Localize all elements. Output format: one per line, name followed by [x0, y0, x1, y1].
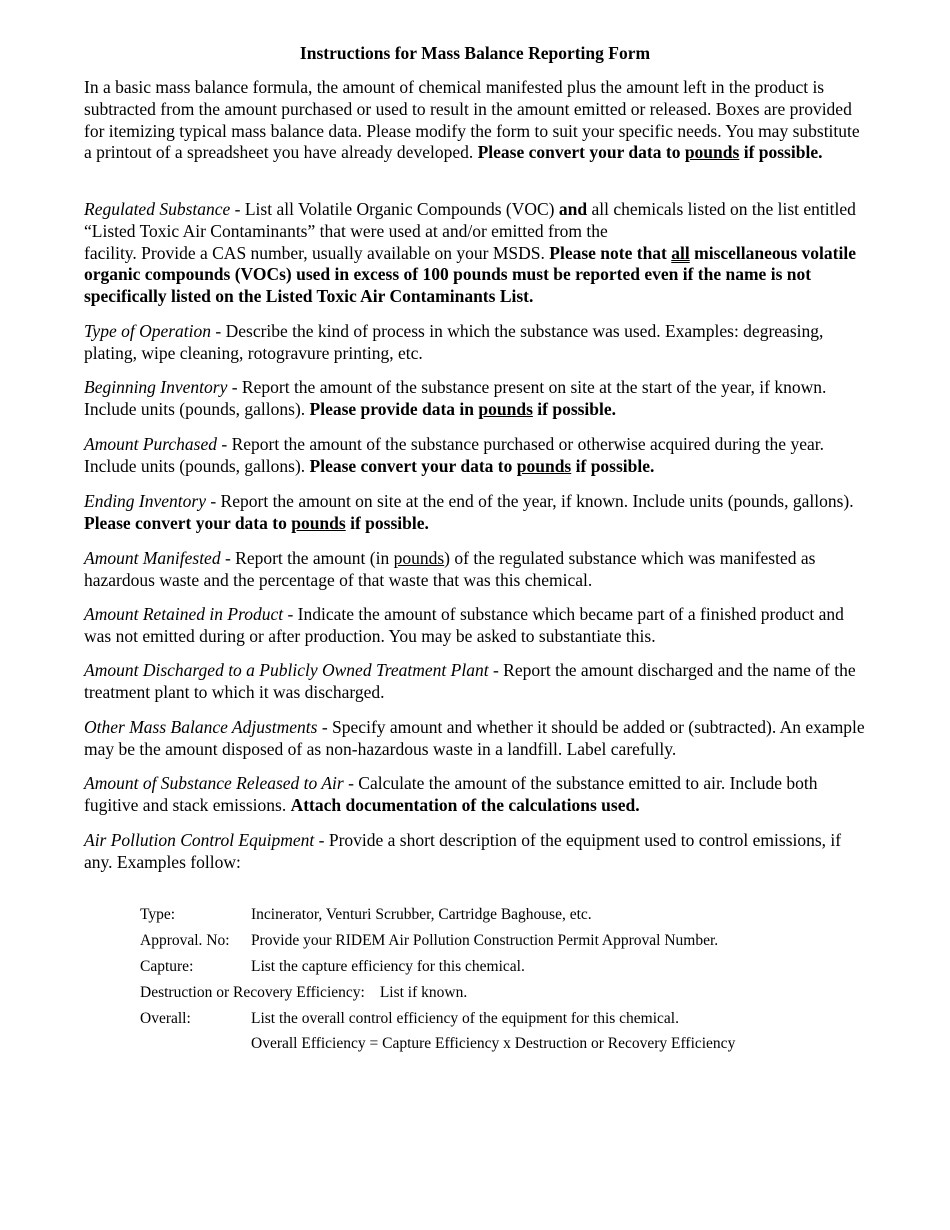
page-title: Instructions for Mass Balance Reporting Form — [299, 43, 651, 63]
example-value-overall: List the overall control efficiency of the equipment for this chemical. — [251, 1010, 679, 1027]
amount-retained-paragraph — [84, 604, 868, 648]
amount-purchased-bold-underlined: pounds — [516, 455, 572, 476]
amount-retained-term: Amount Retained in Product — [84, 604, 284, 624]
other-adjustments-term: Other Mass Balance Adjustments — [84, 717, 318, 737]
amount-manifested-underlined: pounds — [393, 548, 445, 568]
amount-manifested-text-2: ) of the regulated substance which was manifested as hazardous waste and the percentage of that waste that was this chemical. — [84, 548, 816, 590]
example-row-formula — [140, 1034, 840, 1054]
regulated-bold-3: miscellaneous volatile organic compounds (VOCs) used in excess of 100 pounds must be reported even if the name is not specifically listed on the Listed Toxic Air Contaminants List. — [84, 242, 856, 307]
released-to-air-text: - Calculate the amount of the substance emitted to air. Include both fugitive and stack emissions. — [84, 773, 818, 815]
example-value-destruction: List if known. — [379, 984, 468, 1001]
amount-purchased-bold: Please convert your data to — [309, 455, 517, 476]
example-row-type — [140, 905, 840, 925]
amount-discharged-text: - Report the amount discharged and the name of the treatment plant to which it was discharged. — [84, 660, 856, 702]
ending-inventory-paragraph — [84, 491, 868, 535]
regulated-bold-underlined: all — [671, 242, 690, 263]
example-label-capture: Capture: — [140, 958, 194, 975]
example-value-capture: List the capture efficiency for this chemical. — [251, 958, 525, 975]
example-formula: Overall Efficiency = Capture Efficiency x Destruction or Recovery Efficiency — [251, 1035, 736, 1052]
example-row-overall — [140, 1009, 840, 1029]
ending-inventory-term: Ending Inventory — [84, 491, 206, 511]
beginning-inventory-bold-underlined: pounds — [478, 398, 533, 419]
beginning-inventory-bold: Please provide data in — [309, 398, 479, 419]
type-of-operation-paragraph — [84, 321, 868, 365]
amount-manifested-term: Amount Manifested — [84, 548, 221, 568]
example-label-approval: Approval. No: — [140, 932, 230, 949]
control-equipment-text: - Provide a short description of the equipment used to control emissions, if any. Examples follow: — [84, 830, 842, 872]
example-row-destruction — [140, 983, 840, 1003]
ending-inventory-bold-end: if possible. — [345, 512, 429, 533]
regulated-bold-1: and — [558, 199, 588, 219]
regulated-bold-2: Please note that — [549, 242, 672, 263]
beginning-inventory-text: - Report the amount of the substance present on site at the start of the year, if known. Include units (pounds, gallons). — [84, 377, 827, 419]
beginning-inventory-bold-end: if possible. — [532, 398, 617, 419]
intro-text: In a basic mass balance formula, the amount of chemical manifested plus the amount left in the product is subtracted from the amount purchased or used to result in the amount emitted or released. Boxes are provided for itemizing typical mass balance data. Please modify the form to suit your specific needs. You may substitute a printout of a spreadsheet you have already developed. — [84, 77, 860, 163]
amount-purchased-bold-end: if possible. — [571, 455, 655, 476]
regulated-text-2: all chemicals listed on the list entitled “Listed Toxic Air Contaminants” that were used at and/or emitted from the — [84, 199, 856, 241]
regulated-substance-paragraph — [84, 199, 868, 308]
intro-bold: Please convert your data to — [477, 142, 685, 163]
example-value-approval: Provide your RIDEM Air Pollution Construction Permit Approval Number. — [251, 932, 719, 949]
other-adjustments-text: - Specify amount and whether it should be added or (subtracted). An example may be the amount disposed of as non-hazardous waste in a landfill. Label carefully. — [84, 717, 865, 759]
control-equipment-paragraph — [84, 830, 868, 874]
other-adjustments-paragraph — [84, 717, 868, 761]
amount-manifested-paragraph — [84, 548, 868, 592]
amount-manifested-text-1: - Report the amount (in — [220, 548, 394, 568]
example-row-capture — [140, 957, 840, 977]
amount-purchased-text: - Report the amount of the substance purchased or otherwise acquired during the year. Include units (pounds, gallons). — [84, 434, 824, 476]
example-label-overall: Overall: — [140, 1010, 191, 1027]
example-label-type: Type: — [140, 906, 176, 923]
ending-inventory-bold: Please convert your data to — [84, 512, 292, 533]
regulated-text-1: - List all Volatile Organic Compounds (VOC) — [230, 199, 559, 219]
released-to-air-term: Amount of Substance Released to Air — [84, 773, 344, 793]
example-row-approval — [140, 931, 840, 951]
beginning-inventory-paragraph — [84, 377, 868, 421]
type-of-operation-term: Type of Operation — [84, 321, 212, 341]
example-label-destruction: Destruction or Recovery Efficiency: — [140, 984, 365, 1001]
amount-discharged-term: Amount Discharged to a Publicly Owned Treatment Plant — [84, 660, 489, 680]
beginning-inventory-term: Beginning Inventory — [84, 377, 228, 397]
ending-inventory-bold-underlined: pounds — [291, 512, 346, 533]
amount-discharged-paragraph — [84, 660, 868, 704]
intro-paragraph — [84, 77, 868, 164]
amount-purchased-term: Amount Purchased — [84, 434, 218, 454]
control-equipment-term: Air Pollution Control Equipment — [84, 830, 315, 850]
example-value-type: Incinerator, Venturi Scrubber, Cartridge Baghouse, etc. — [251, 906, 592, 923]
ending-inventory-text: - Report the amount on site at the end of the year, if known. Include units (pounds, gallons). — [205, 491, 854, 511]
intro-bold-end: if possible. — [739, 142, 823, 163]
regulated-text-3: facility. Provide a CAS number, usually available on your MSDS. — [84, 242, 550, 263]
amount-purchased-paragraph — [84, 434, 868, 478]
released-to-air-paragraph — [84, 773, 868, 817]
type-of-operation-text: - Describe the kind of process in which the substance was used. Examples: degreasing, plating, wipe cleaning, rotogravure printing, etc. — [84, 321, 824, 363]
released-to-air-bold: Attach documentation of the calculations used. — [290, 794, 640, 815]
intro-bold-underlined: pounds — [684, 142, 740, 163]
amount-retained-text: - Indicate the amount of substance which became part of a finished product and was not emitted during or after production. You may be asked to substantiate this. — [84, 604, 844, 646]
regulated-substance-term: Regulated Substance — [84, 199, 231, 219]
